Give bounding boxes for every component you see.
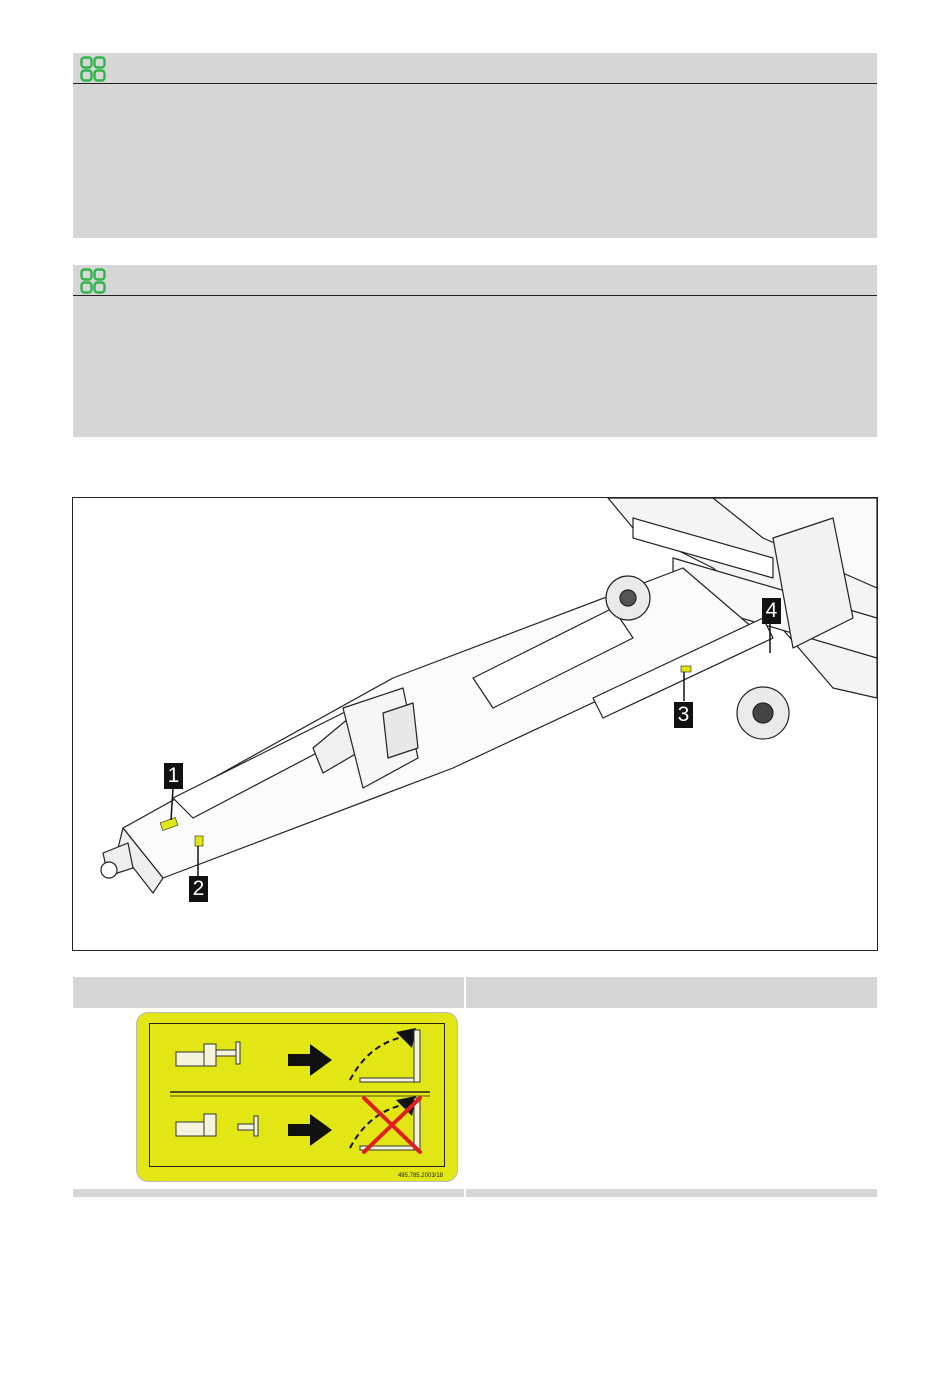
- warning-label-table: [73, 977, 877, 1198]
- sticker-frame: [149, 1023, 445, 1167]
- note-box-1: [73, 53, 877, 238]
- note-header: [73, 265, 877, 296]
- sticker-part-number: 495.785.2003/18: [397, 1173, 443, 1179]
- note-box-2: [73, 265, 877, 437]
- callout-1: 1: [164, 763, 183, 789]
- callout-2: 2: [189, 876, 208, 902]
- machine-drawing-figure: [72, 497, 878, 951]
- note-icon: [80, 268, 106, 294]
- table-footer-left: [73, 1189, 464, 1197]
- warning-sticker: [136, 1012, 458, 1182]
- note-body: [73, 296, 877, 437]
- note-header: [73, 53, 877, 84]
- table-footer-right: [466, 1189, 877, 1197]
- callout-3: 3: [674, 702, 693, 728]
- table-header-right: [466, 977, 877, 1008]
- table-header-left: [73, 977, 464, 1008]
- callout-4: 4: [762, 598, 781, 624]
- sticker-pictogram: [150, 1024, 444, 1166]
- note-body: [73, 84, 877, 238]
- note-icon: [80, 56, 106, 82]
